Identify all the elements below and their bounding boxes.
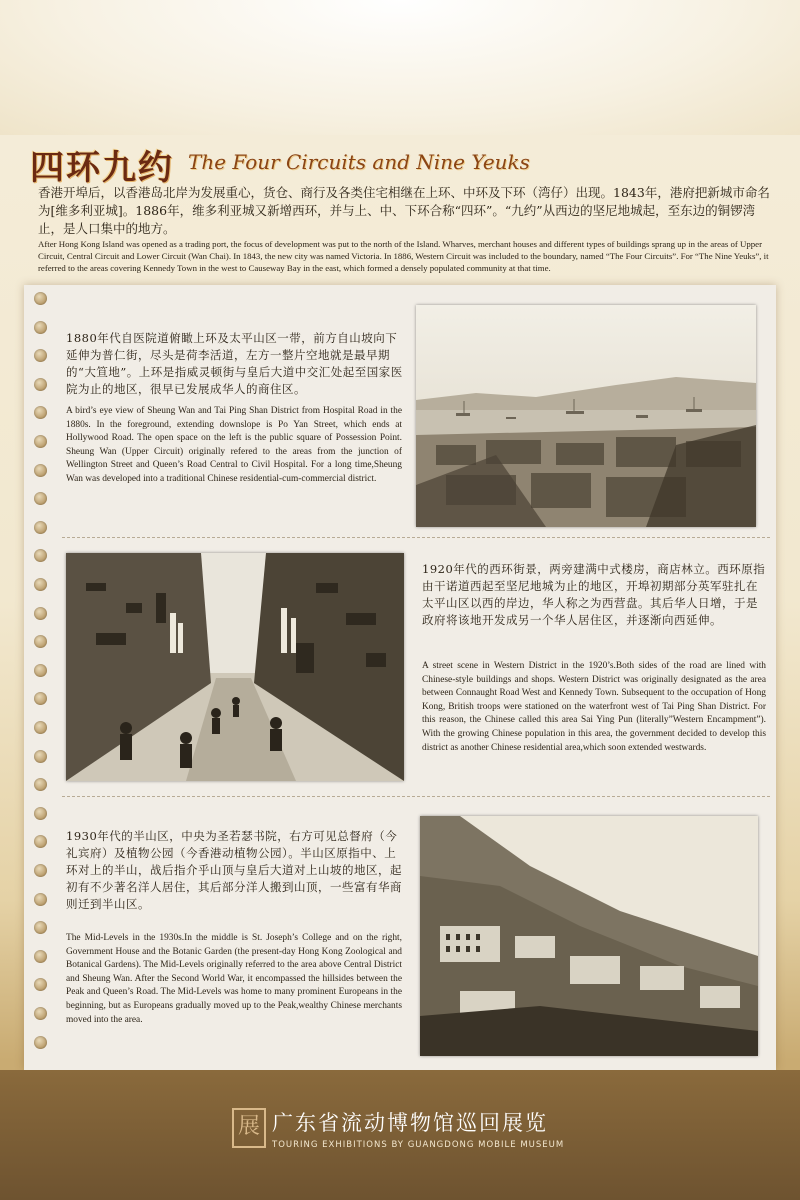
binder-ring (34, 1007, 47, 1020)
footer-title-cn: 广东省流动博物馆巡回展览 (272, 1111, 548, 1135)
binder-ring (34, 864, 47, 877)
photo-mid-levels-1930s (420, 816, 758, 1056)
footer-title-en: TOURING EXHIBITIONS BY GUANGDONG MOBILE MUSEUM (272, 1140, 565, 1150)
section-3-caption-cn: 1930年代的半山区，中央为圣若瑟书院，右方可见总督府（今礼宾府）及植物公园（今香港动植物公园）。半山区原指中、上环对上的半山，战后指介乎山顶与皇后大道对上山坡的地区，起初有不少著名洋人居住，其后部分洋人搬到山顶，一些富有华商则迁到半山区。 (66, 829, 402, 911)
binder-ring (34, 1036, 47, 1049)
binder-ring (34, 521, 47, 534)
binder-ring (34, 492, 47, 505)
binder-ring (34, 378, 47, 391)
binder-ring (34, 835, 47, 848)
binder-ring (34, 321, 47, 334)
binder-ring (34, 406, 47, 419)
photo-sheung-wan-1880s (416, 305, 756, 527)
title-en: The Four Circuits and Nine Yeuks (188, 150, 530, 174)
binder-ring (34, 921, 47, 934)
section-2-caption-en: A street scene in Western District in the 1920’s.Both sides of the road are lined with Chinese-style buildings and shops. Western District was originally designated as the area between Connaught Road West and Kennedy Town. Subsequent to the occupation of Hong Kong, British troops were stationed on the waterfront west of Tai Ping Shan District. For this reason, the Chinese called this area Sai Ying Pun (literally”Western Encampment”). With the growing Chinese population in this area, the government decided to develop this district as another Chinese residential area,which soon extended westwards. (422, 661, 766, 753)
binder-ring (34, 893, 47, 906)
page-title (30, 140, 770, 188)
binder-ring (34, 349, 47, 362)
binder-ring (34, 635, 47, 648)
museum-logo: 展 (232, 1108, 266, 1148)
binder-ring (34, 807, 47, 820)
photo-western-district-1920s (66, 553, 404, 781)
binder-ring (34, 721, 47, 734)
section-3-caption-en: The Mid-Levels in the 1930s.In the middle is St. Joseph’s College and on the right, Government House and the Botanic Garden (the present-day Hong Kong Zoological and Botanical Gardens). The Mid-Levels originally referred to the area above Central District and Sheung Wan. After the Second World War, it encompassed the hillsides between the Peak and Queen’s Road. The Mid-Levels was home to many prominent Europeans in the beginning, but as Europeans gradually moved up to the Peak,wealthy Chinese merchants moved into the area. (66, 933, 402, 1025)
intro-text-cn: 香港开埠后，以香港岛北岸为发展重心，货仓、商行及各类住宅相继在上环、中环及下环（湾仔）出现。1843年，港府把新城市命名为[维多利亚城]。1886年，维多利亚城又新增西环，并与上、中、下环合称“四环”。“九约”从西边的坚尼地城起，至东边的铜锣湾止，是人口集中的地方。 (38, 185, 770, 236)
title-cn: 四环九约 (30, 148, 174, 188)
section-1-caption-en: A bird’s eye view of Sheung Wan and Tai Ping Shan District from Hospital Road in the 1880s. In the foreground, extending downslope is Po Yan Street, which ends at Hollywood Road. The open space on the left is the public square of Possession Point. Sheung Wan (Upper Circuit) originally refered to the areas from the junction of Wellington Street and Queen’s Road Central to Civil Hospital. For a long time,Sheung Wan was developed into a traditional Chinese residential-cum-commercial district. (66, 406, 402, 484)
binder-ring (34, 778, 47, 791)
binder-ring (34, 292, 47, 305)
section-divider-2 (62, 796, 770, 797)
binder-ring (34, 950, 47, 963)
binder-ring (34, 435, 47, 448)
top-band (0, 0, 800, 135)
binder-ring (34, 549, 47, 562)
binder-ring (34, 978, 47, 991)
binder-ring (34, 607, 47, 620)
binder-rings (34, 292, 50, 1062)
section-1-caption-cn: 1880年代自医院道俯瞰上环及太平山区一带，前方自山坡向下延伸为普仁街，尽头是荷李活道，左方一整片空地就是最早期的“大笪地”。上环是指威灵顿街与皇后大道中交汇处起至国家医院为止的地区，很早已发展成华人的商住区。 (66, 331, 403, 396)
section-2-caption-cn: 1920年代的西环街景，两旁建满中式楼房，商店林立。西环原指由干诺道西起至坚尼地城为止的地区，开埠初期部分英军驻扎在太平山区以西的岸边，华人称之为西营盘。其后华人日增，于是政府将该地开发成另一个华人居住区，并逐渐向西延伸。 (422, 562, 766, 627)
binder-ring (34, 750, 47, 763)
section-divider-1 (62, 537, 770, 538)
intro-text-en: After Hong Kong Island was opened as a trading port, the focus of development was put to the north of the Island. Wharves, merchant houses and different types of buildings sprang up in the areas of Upper Circuit, Central Circuit and Lower Circuit (Wan Chai). In 1843, the new city was named Victoria. In 1886, Western Circuit was included to the boundary, named “The Four Circuits”. For “The Nine Yeuks”, it referred to the areas covering Kennedy Town in the west to Causeway Bay in the east, which formed a densely populated community at that time. (38, 239, 769, 274)
binder-ring (34, 664, 47, 677)
binder-ring (34, 578, 47, 591)
binder-ring (34, 692, 47, 705)
binder-ring (34, 464, 47, 477)
